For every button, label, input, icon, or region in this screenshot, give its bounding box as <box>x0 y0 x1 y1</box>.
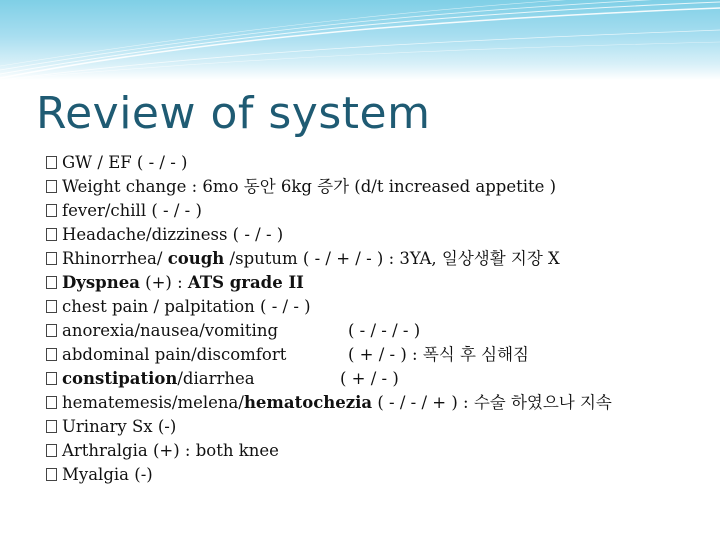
item-text: chest pain / palpitation ( - / - ) <box>62 297 311 316</box>
item-value: ( + / - ) : 폭식 후 심해짐 <box>348 345 529 364</box>
item-text-bold: constipation <box>62 369 178 388</box>
ros-item-fever-chill <box>46 199 706 223</box>
ros-item-constipation <box>46 367 706 391</box>
item-text-bold: cough <box>167 249 225 268</box>
item-text: anorexia/nausea/vomiting <box>62 321 279 340</box>
item-text-bold: hematochezia <box>243 393 373 412</box>
bullet-box-icon <box>46 468 57 481</box>
bullet-box-icon <box>46 204 57 217</box>
item-text-pre: hematemesis/melena/ <box>62 393 244 412</box>
bullet-box-icon <box>46 228 57 241</box>
ros-item-hematemesis <box>46 391 706 415</box>
item-text: abdominal pain/discomfort <box>62 345 287 364</box>
item-text: Myalgia (-) <box>62 465 153 484</box>
item-text-post: (+) : <box>139 273 188 292</box>
item-text: Urinary Sx (-) <box>62 417 177 436</box>
item-text: Weight change : 6mo 동안 6kg 증가 (d/t increased appetite ) <box>62 177 557 196</box>
item-value: ( + / - ) <box>340 369 399 388</box>
bullet-box-icon <box>46 444 57 457</box>
bullet-box-icon <box>46 276 57 289</box>
ros-item-arthralgia <box>46 439 706 463</box>
slide-title: Review of system <box>36 88 431 139</box>
header-decoration <box>0 0 720 80</box>
bullet-box-icon <box>46 372 57 385</box>
ros-item-weight-change <box>46 175 706 199</box>
item-text: fever/chill ( - / - ) <box>62 201 202 220</box>
item-text-pre: Rhinorrhea/ <box>62 249 168 268</box>
item-text: Arthralgia (+) : both knee <box>62 441 279 460</box>
ros-item-rhinorrhea <box>46 247 706 271</box>
ros-item-gw-ef <box>46 151 706 175</box>
item-text-post: /diarrhea <box>177 369 255 388</box>
ros-item-headache <box>46 223 706 247</box>
header-swoosh <box>0 0 720 80</box>
ros-item-dyspnea <box>46 271 706 295</box>
item-text: Headache/dizziness ( - / - ) <box>62 225 284 244</box>
ros-item-abdominal-pain <box>46 343 706 367</box>
bullet-box-icon <box>46 348 57 361</box>
bullet-box-icon <box>46 420 57 433</box>
bullet-box-icon <box>46 156 57 169</box>
bullet-box-icon <box>46 324 57 337</box>
bullet-box-icon <box>46 396 57 409</box>
ros-item-myalgia <box>46 463 706 487</box>
ros-item-chest-pain <box>46 295 706 319</box>
ros-item-urinary <box>46 415 706 439</box>
ros-item-anorexia <box>46 319 706 343</box>
bullet-box-icon <box>46 300 57 313</box>
item-value: ( - / - / - ) <box>348 321 421 340</box>
item-text-post: ( - / - / + ) : 수술 하였으나 지속 <box>372 393 612 412</box>
item-text-bold: Dyspnea <box>62 273 140 292</box>
item-text: GW / EF ( - / - ) <box>62 153 188 172</box>
bullet-box-icon <box>46 180 57 193</box>
item-text-bold-2: ATS grade II <box>187 273 304 292</box>
item-text-post: /sputum ( - / + / - ) : 3YA, 일상생활 지장 X <box>224 249 560 268</box>
ros-list <box>46 151 706 487</box>
bullet-box-icon <box>46 252 57 265</box>
